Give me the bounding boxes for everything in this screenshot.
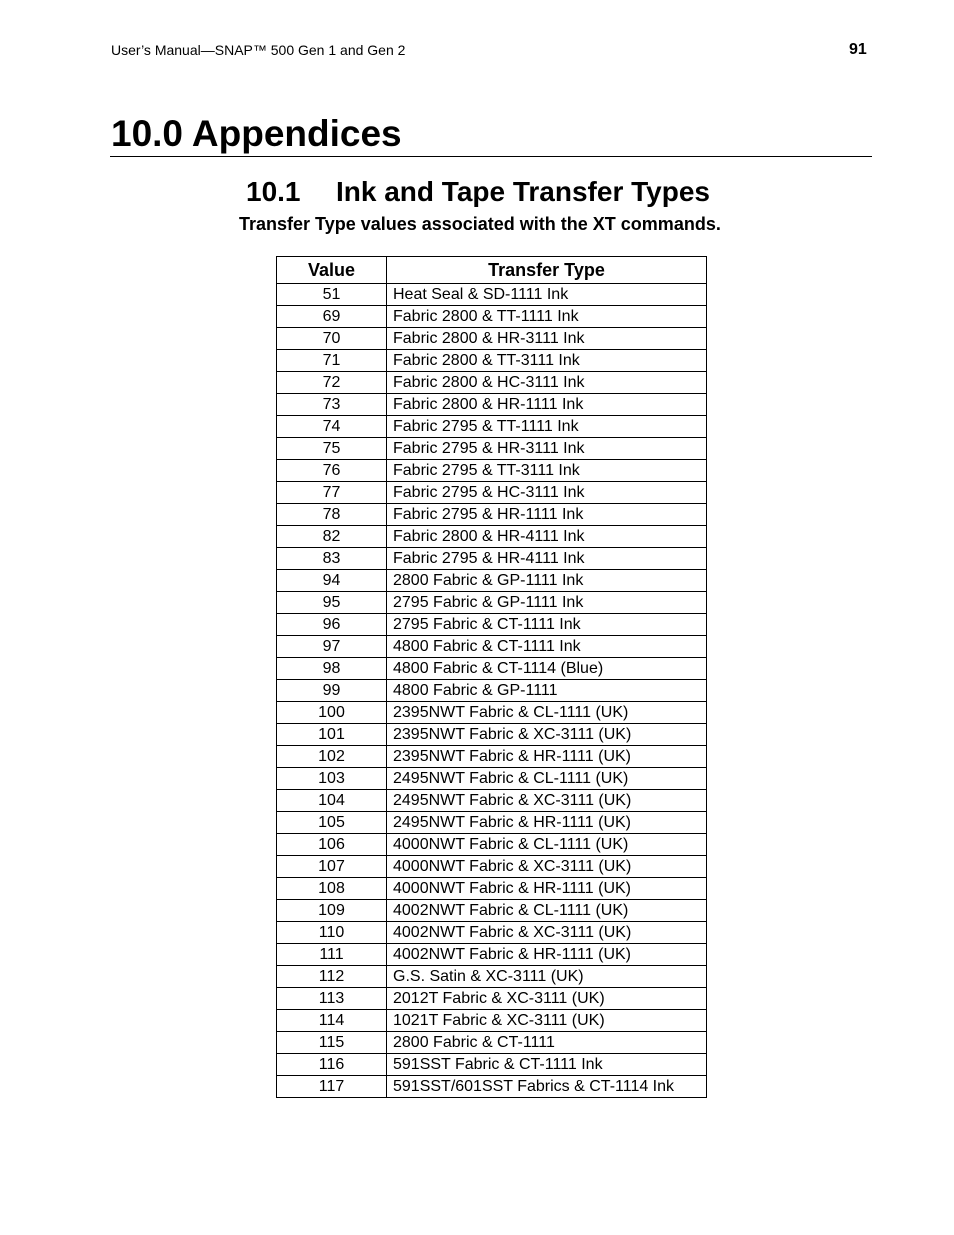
value-cell: 70: [277, 328, 387, 350]
table-row: [277, 812, 707, 834]
transfer-type-cell: 4002NWT Fabric & CL-1111 (UK): [387, 900, 707, 922]
transfer-type-cell: 591SST/601SST Fabrics & CT-1114 Ink: [387, 1076, 707, 1098]
value-cell: 113: [277, 988, 387, 1010]
table-row: [277, 416, 707, 438]
table-row: [277, 284, 707, 306]
value-cell: 109: [277, 900, 387, 922]
transfer-type-cell: 2795 Fabric & GP-1111 Ink: [387, 592, 707, 614]
value-cell: 82: [277, 526, 387, 548]
transfer-type-cell: Fabric 2800 & TT-1111 Ink: [387, 306, 707, 328]
table-row: [277, 900, 707, 922]
transfer-type-cell: 2800 Fabric & CT-1111: [387, 1032, 707, 1054]
value-cell: 83: [277, 548, 387, 570]
value-cell: 94: [277, 570, 387, 592]
value-cell: 116: [277, 1054, 387, 1076]
transfer-type-cell: Fabric 2795 & HR-4111 Ink: [387, 548, 707, 570]
transfer-type-cell: 4002NWT Fabric & XC-3111 (UK): [387, 922, 707, 944]
value-cell: 99: [277, 680, 387, 702]
transfer-type-cell: Fabric 2795 & HC-3111 Ink: [387, 482, 707, 504]
value-cell: 72: [277, 372, 387, 394]
transfer-type-cell: Fabric 2800 & HR-3111 Ink: [387, 328, 707, 350]
transfer-type-cell: 2800 Fabric & GP-1111 Ink: [387, 570, 707, 592]
table-row: [277, 702, 707, 724]
transfer-type-cell: Heat Seal & SD-1111 Ink: [387, 284, 707, 306]
table-row: [277, 548, 707, 570]
value-cell: 104: [277, 790, 387, 812]
transfer-type-cell: Fabric 2800 & HR-1111 Ink: [387, 394, 707, 416]
table-row: [277, 570, 707, 592]
table-row: [277, 988, 707, 1010]
transfer-type-cell: G.S. Satin & XC-3111 (UK): [387, 966, 707, 988]
transfer-type-cell: Fabric 2800 & HR-4111 Ink: [387, 526, 707, 548]
table-row: [277, 592, 707, 614]
transfer-type-cell: Fabric 2795 & TT-1111 Ink: [387, 416, 707, 438]
table-row: [277, 460, 707, 482]
table-row: [277, 526, 707, 548]
table-row: [277, 834, 707, 856]
value-cell: 101: [277, 724, 387, 746]
table-row: [277, 856, 707, 878]
table-row: [277, 1010, 707, 1032]
transfer-type-cell: 591SST Fabric & CT-1111 Ink: [387, 1054, 707, 1076]
section-title: Ink and Tape Transfer Types: [336, 176, 710, 207]
table-row: [277, 372, 707, 394]
transfer-type-cell: Fabric 2795 & HR-1111 Ink: [387, 504, 707, 526]
table-row: [277, 658, 707, 680]
table-row: [277, 438, 707, 460]
value-cell: 107: [277, 856, 387, 878]
value-cell: 117: [277, 1076, 387, 1098]
table-row: [277, 614, 707, 636]
value-cell: 77: [277, 482, 387, 504]
table-row: [277, 790, 707, 812]
column-header-value: Value: [277, 257, 387, 284]
value-cell: 95: [277, 592, 387, 614]
transfer-type-cell: 1021T Fabric & XC-3111 (UK): [387, 1010, 707, 1032]
transfer-type-cell: 4000NWT Fabric & XC-3111 (UK): [387, 856, 707, 878]
value-cell: 105: [277, 812, 387, 834]
value-cell: 51: [277, 284, 387, 306]
value-cell: 100: [277, 702, 387, 724]
transfer-type-table: [276, 256, 707, 1098]
transfer-type-cell: 2495NWT Fabric & CL-1111 (UK): [387, 768, 707, 790]
transfer-type-cell: 4800 Fabric & GP-1111: [387, 680, 707, 702]
table-row: [277, 328, 707, 350]
table-row: [277, 350, 707, 372]
value-cell: 75: [277, 438, 387, 460]
value-cell: 76: [277, 460, 387, 482]
table-row: [277, 746, 707, 768]
transfer-type-cell: 4000NWT Fabric & CL-1111 (UK): [387, 834, 707, 856]
transfer-type-cell: 4002NWT Fabric & HR-1111 (UK): [387, 944, 707, 966]
value-cell: 106: [277, 834, 387, 856]
transfer-type-cell: 2795 Fabric & CT-1111 Ink: [387, 614, 707, 636]
value-cell: 112: [277, 966, 387, 988]
chapter-title: 10.0 Appendices: [111, 113, 402, 154]
table-header-row: [277, 257, 707, 284]
value-cell: 73: [277, 394, 387, 416]
table-row: [277, 1076, 707, 1098]
transfer-type-cell: Fabric 2800 & HC-3111 Ink: [387, 372, 707, 394]
table-row: [277, 680, 707, 702]
table-row: [277, 768, 707, 790]
page-number: 91: [849, 41, 867, 58]
table-caption: Transfer Type values associated with the XT commands.: [239, 214, 721, 234]
table-row: [277, 878, 707, 900]
table-row: [277, 1032, 707, 1054]
table-row: [277, 636, 707, 658]
table-row: [277, 944, 707, 966]
transfer-type-cell: Fabric 2800 & TT-3111 Ink: [387, 350, 707, 372]
table-row: [277, 724, 707, 746]
transfer-type-cell: Fabric 2795 & TT-3111 Ink: [387, 460, 707, 482]
running-header-title: User’s Manual—SNAP™ 500 Gen 1 and Gen 2: [111, 42, 406, 58]
transfer-type-cell: 4800 Fabric & CT-1111 Ink: [387, 636, 707, 658]
table-row: [277, 482, 707, 504]
table-row: [277, 504, 707, 526]
table-row: [277, 1054, 707, 1076]
table-row: [277, 306, 707, 328]
value-cell: 115: [277, 1032, 387, 1054]
transfer-type-cell: 2395NWT Fabric & CL-1111 (UK): [387, 702, 707, 724]
value-cell: 98: [277, 658, 387, 680]
value-cell: 97: [277, 636, 387, 658]
value-cell: 96: [277, 614, 387, 636]
transfer-type-cell: 4800 Fabric & CT-1114 (Blue): [387, 658, 707, 680]
column-header-transfer-type: Transfer Type: [387, 257, 707, 284]
section-heading: [246, 174, 710, 210]
table-row: [277, 922, 707, 944]
value-cell: 110: [277, 922, 387, 944]
value-cell: 71: [277, 350, 387, 372]
value-cell: 103: [277, 768, 387, 790]
transfer-type-cell: 2012T Fabric & XC-3111 (UK): [387, 988, 707, 1010]
transfer-type-cell: 2495NWT Fabric & HR-1111 (UK): [387, 812, 707, 834]
value-cell: 111: [277, 944, 387, 966]
table-row: [277, 966, 707, 988]
transfer-type-cell: 2395NWT Fabric & HR-1111 (UK): [387, 746, 707, 768]
value-cell: 108: [277, 878, 387, 900]
value-cell: 69: [277, 306, 387, 328]
transfer-type-cell: 2395NWT Fabric & XC-3111 (UK): [387, 724, 707, 746]
chapter-divider: [110, 156, 872, 157]
table-body: [277, 284, 707, 1098]
section-number: 10.1: [246, 176, 301, 207]
value-cell: 74: [277, 416, 387, 438]
transfer-type-cell: 4000NWT Fabric & HR-1111 (UK): [387, 878, 707, 900]
transfer-type-cell: Fabric 2795 & HR-3111 Ink: [387, 438, 707, 460]
transfer-type-cell: 2495NWT Fabric & XC-3111 (UK): [387, 790, 707, 812]
table-row: [277, 394, 707, 416]
value-cell: 102: [277, 746, 387, 768]
value-cell: 78: [277, 504, 387, 526]
value-cell: 114: [277, 1010, 387, 1032]
